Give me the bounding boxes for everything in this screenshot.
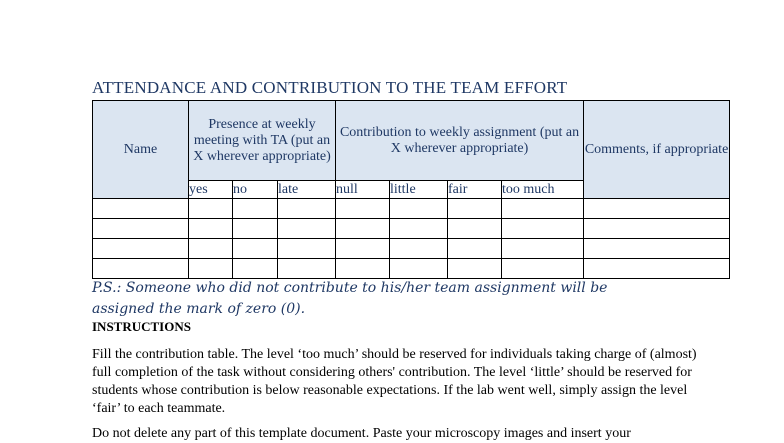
table-cell[interactable]: [336, 219, 390, 239]
instructions-heading: INSTRUCTIONS: [92, 319, 191, 334]
table-row: [93, 199, 730, 219]
option-too-much: too much: [502, 181, 584, 199]
table-cell[interactable]: [278, 199, 336, 219]
header-name: Name: [93, 101, 189, 199]
table-cell[interactable]: [584, 219, 730, 239]
option-fair: fair: [448, 181, 502, 199]
header-comments: Comments, if appropriate: [584, 101, 730, 199]
table-cell[interactable]: [278, 219, 336, 239]
table-cell[interactable]: [189, 259, 233, 279]
table-cell[interactable]: [502, 199, 584, 219]
table-cell[interactable]: [233, 259, 278, 279]
table-cell[interactable]: [502, 239, 584, 259]
table-cell[interactable]: [584, 199, 730, 219]
table-cell[interactable]: [390, 259, 448, 279]
option-late: late: [278, 181, 336, 199]
table-cell[interactable]: [390, 239, 448, 259]
table-cell[interactable]: [189, 239, 233, 259]
table-cell[interactable]: [93, 259, 189, 279]
header-presence: Presence at weekly meeting with TA (put an X wherever appropriate): [189, 101, 336, 181]
table-cell[interactable]: [584, 239, 730, 259]
table-cell[interactable]: [390, 219, 448, 239]
instructions-paragraph: Fill the contribution table. The level ‘too much’ should be reserved for individuals taking charge of (almost) full completion of the task without considering others' contribution. The level ‘little’ should be reserved for students whose contribution is below reasonable expectations. If the lab went well, simply assign the level ‘fair’ to each teammate.: [92, 347, 697, 416]
table-row: [93, 259, 730, 279]
table-cell[interactable]: [233, 239, 278, 259]
table-cell[interactable]: [189, 219, 233, 239]
table-cell[interactable]: [336, 239, 390, 259]
table-cell[interactable]: [584, 259, 730, 279]
table-row: [93, 219, 730, 239]
table-cell[interactable]: [336, 259, 390, 279]
table-cell[interactable]: [278, 259, 336, 279]
table-cell[interactable]: [278, 239, 336, 259]
table-cell[interactable]: [336, 199, 390, 219]
attendance-table: [92, 100, 730, 279]
table-cell[interactable]: [93, 219, 189, 239]
instructions-paragraph-2: Do not delete any part of this template document. Paste your microscopy images and insert your: [92, 426, 631, 441]
table-cell[interactable]: [233, 219, 278, 239]
option-yes: yes: [189, 181, 233, 199]
option-little: little: [390, 181, 448, 199]
table-cell[interactable]: [502, 219, 584, 239]
header-contribution: Contribution to weekly assignment (put an X wherever appropriate): [336, 101, 584, 181]
table-cell[interactable]: [93, 239, 189, 259]
option-no: no: [233, 181, 278, 199]
table-cell[interactable]: [93, 199, 189, 219]
table-cell[interactable]: [189, 199, 233, 219]
table-cell[interactable]: [448, 199, 502, 219]
document-title: ATTENDANCE AND CONTRIBUTION TO THE TEAM EFFORT: [92, 78, 568, 97]
table-cell[interactable]: [233, 199, 278, 219]
table-cell[interactable]: [448, 239, 502, 259]
table-cell[interactable]: [448, 259, 502, 279]
table-row: [93, 239, 730, 259]
ps-note: P.S.: Someone who did not contribute to his/her team assignment will be assigned the mark of zero (0).: [92, 280, 608, 317]
table-cell[interactable]: [448, 219, 502, 239]
table-cell[interactable]: [390, 199, 448, 219]
option-null: null: [336, 181, 390, 199]
table-cell[interactable]: [502, 259, 584, 279]
